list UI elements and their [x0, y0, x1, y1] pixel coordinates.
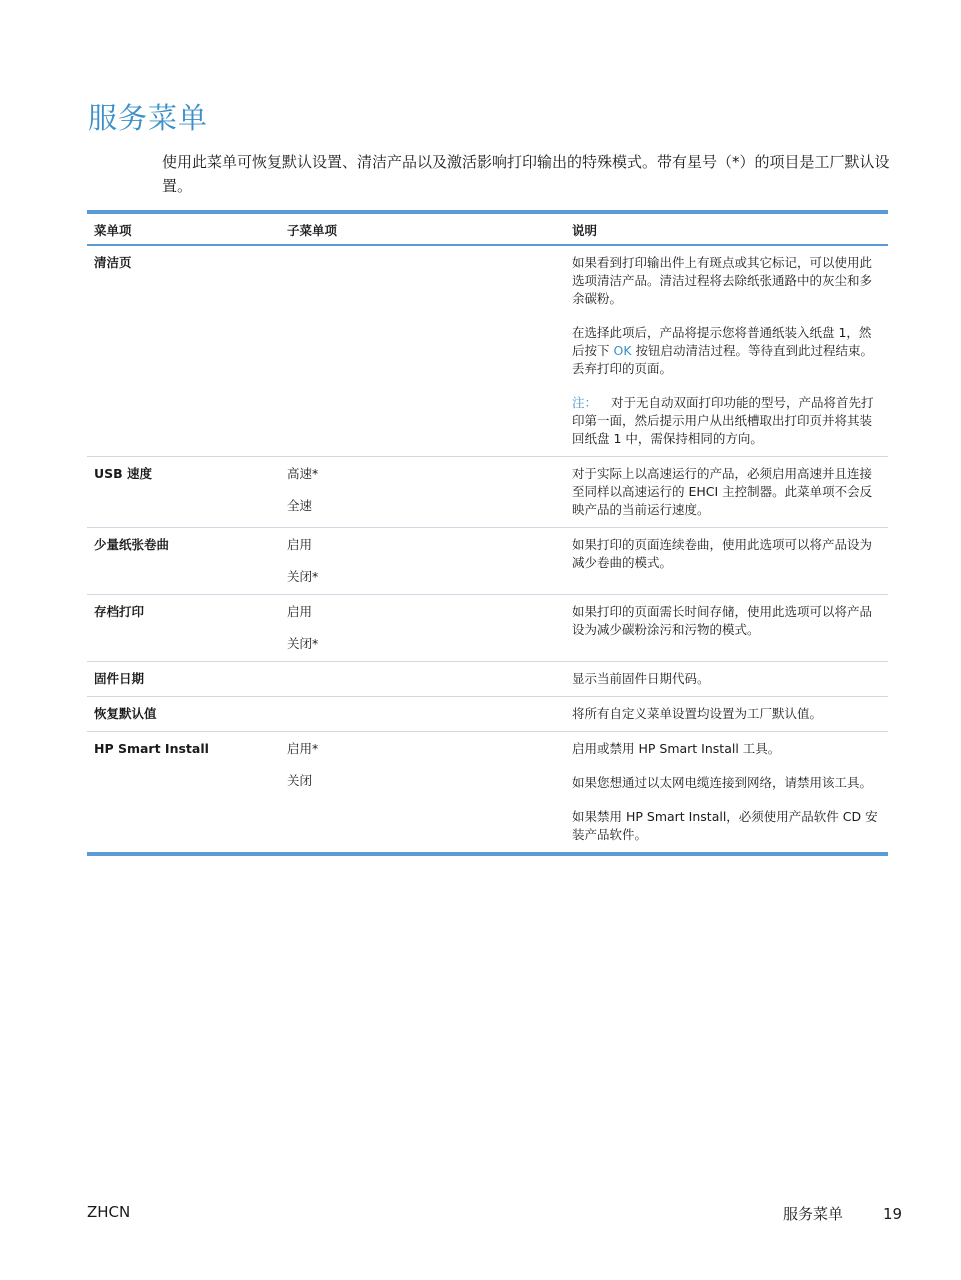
ok-button-label: OK	[613, 343, 632, 358]
submenu-item: 全速	[287, 498, 313, 513]
description-text: 对于实际上以高速运行的产品，必须启用高速并且连接至同样以高速运行的 EHCI 主控制器。此菜单项不会反映产品的当前运行速度。	[572, 466, 873, 517]
table-row	[87, 732, 888, 852]
submenu-cell	[287, 697, 572, 731]
description-text: 如果看到打印输出件上有斑点或其它标记，可以使用此选项清洁产品。清洁过程将去除纸张通路中的灰尘和多余碳粉。	[572, 255, 873, 306]
description-text: 显示当前固件日期代码。	[572, 671, 710, 686]
table-row	[87, 246, 888, 457]
submenu-cell	[287, 528, 572, 594]
description-cell	[572, 662, 881, 696]
note-text: 对于无自动双面打印功能的型号，产品将首先打印第一面，然后提示用户从出纸槽取出打印页并将其装回纸盘 1 中，需保持相同的方向。	[572, 395, 874, 446]
table-row	[87, 595, 888, 662]
table-row	[87, 528, 888, 595]
description-text: 如果打印的页面连续卷曲，使用此选项可以将产品设为减少卷曲的模式。	[572, 537, 873, 570]
description-cell	[572, 457, 881, 527]
menu-item: 存档打印	[94, 604, 145, 619]
menu-item: HP Smart Install	[94, 741, 209, 756]
menu-item: 少量纸张卷曲	[94, 537, 170, 552]
menu-item: 固件日期	[94, 671, 145, 686]
submenu-item: 启用*	[287, 741, 319, 756]
submenu-cell	[287, 732, 572, 852]
description-text: 将所有自定义菜单设置均设置为工厂默认值。	[572, 706, 823, 721]
description-text: 如果您想通过以太网电缆连接到网络，请禁用该工具。	[572, 775, 873, 790]
page-number: 19	[883, 1205, 903, 1223]
menu-item: USB 速度	[94, 466, 153, 481]
submenu-cell	[287, 595, 572, 661]
description-cell	[572, 732, 881, 852]
description-text: 启用或禁用 HP Smart Install 工具。	[572, 741, 781, 756]
intro-paragraph: 使用此菜单可恢复默认设置、清洁产品以及激活影响打印输出的特殊模式。带有星号（*）的项目是工厂默认设置。	[162, 153, 890, 195]
table-header	[87, 214, 888, 246]
submenu-item: 关闭	[287, 773, 313, 788]
page-title: 服务菜单	[88, 101, 209, 135]
description-cell	[572, 697, 881, 731]
description-cell	[572, 595, 881, 661]
submenu-cell	[287, 246, 572, 456]
submenu-cell	[287, 662, 572, 696]
description-text: 如果打印的页面需长时间存储，使用此选项可以将产品设为减少碳粉涂污和污物的模式。	[572, 604, 873, 637]
header-description: 说明	[572, 223, 598, 238]
submenu-item: 高速*	[287, 466, 319, 481]
submenu-item: 关闭*	[287, 636, 319, 651]
description-text: 如果禁用 HP Smart Install，必须使用产品软件 CD 安装产品软件。	[572, 809, 878, 842]
table-row	[87, 697, 888, 732]
footer-section-title: 服务菜单	[783, 1205, 844, 1223]
description-text	[572, 324, 881, 378]
footer-section	[783, 1203, 902, 1224]
menu-item: 恢复默认值	[94, 706, 157, 721]
description-text-part: 按钮启动清洁过程。等待直到此过程结束。丢弃打印的页面。	[572, 343, 874, 376]
table-row	[87, 662, 888, 697]
header-submenu-item: 子菜单项	[287, 223, 338, 238]
description-text-part: 在选择此项后，产品将提示您将普通纸装入纸盘 1，然后按下	[572, 325, 872, 358]
footer-locale: ZHCN	[87, 1203, 131, 1221]
note-label: 注：	[572, 395, 598, 410]
submenu-item: 启用	[287, 604, 313, 619]
menu-item: 清洁页	[94, 255, 132, 270]
service-menu-table	[87, 210, 888, 856]
header-menu-item: 菜单项	[94, 223, 132, 238]
description-cell	[572, 528, 881, 594]
note-paragraph	[572, 394, 881, 448]
description-cell	[572, 246, 881, 456]
submenu-cell	[287, 457, 572, 527]
submenu-item: 关闭*	[287, 569, 319, 584]
submenu-item: 启用	[287, 537, 313, 552]
table-row	[87, 457, 888, 528]
